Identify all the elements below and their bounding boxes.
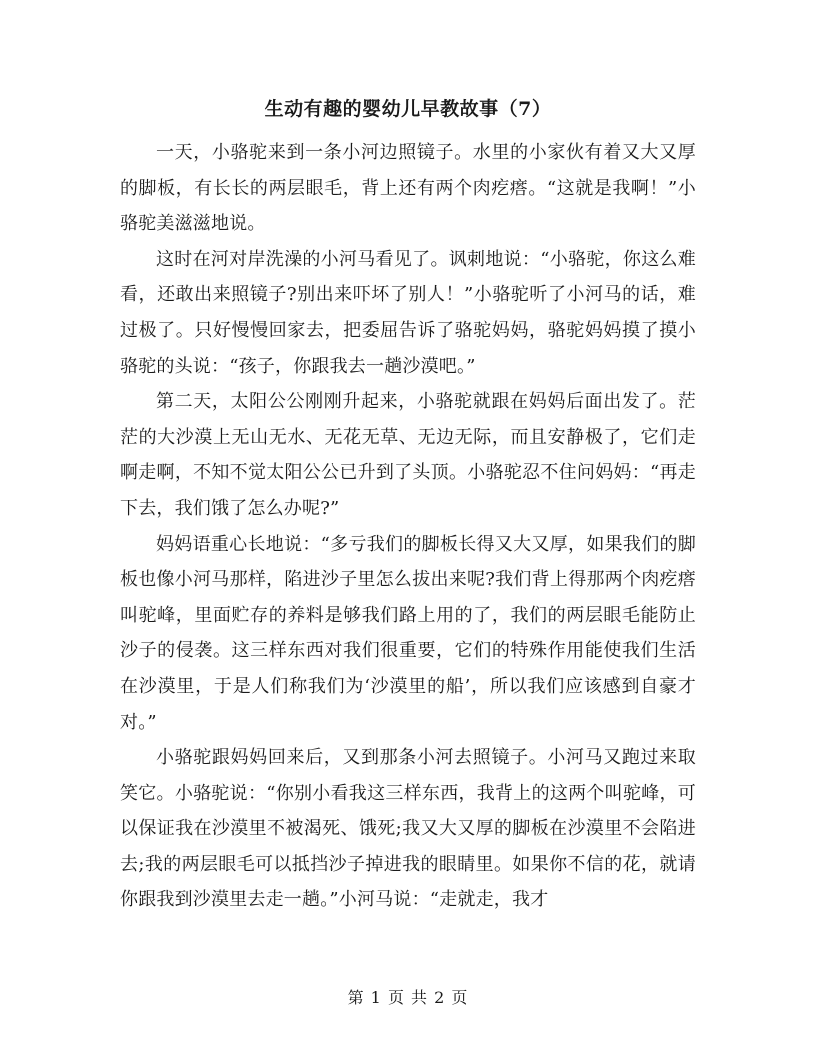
paragraph: 一天，小骆驼来到一条小河边照镜子。水里的小家伙有着又大又厚的脚板，有长长的两层眼毛，背上还有两个肉疙瘩。“这就是我啊！”小骆驼美滋滋地说。 [120,142,696,235]
story-body [120,135,696,918]
page-title: 生动有趣的婴幼儿早教故事（7） [264,98,552,120]
paragraph: 这时在河对岸洗澡的小河马看见了。讽刺地说：“小骆驼，你这么难看，还敢出来照镜子?别出来吓坏了别人！”小骆驼听了小河马的话，难过极了。只好慢慢回家去，把委屈告诉了骆驼妈妈，骆驼妈妈摸了摸小骆驼的头说：“孩子，你跟我去一趟沙漠吧。” [120,248,696,377]
paragraph: 第二天，太阳公公刚刚升起来，小骆驼就跟在妈妈后面出发了。茫茫的大沙漠上无山无水、无花无草、无边无际，而且安静极了，它们走啊走啊，不知不觉太阳公公已升到了头顶。小骆驼忍不住问妈妈：“再走下去，我们饿了怎么办呢?” [120,391,696,519]
paragraph: 妈妈语重心长地说：“多亏我们的脚板长得又大又厚，如果我们的脚板也像小河马那样，陷进沙子里怎么拔出来呢?我们背上得那两个肉疙瘩叫驼峰，里面贮存的养料是够我们路上用的了，我们的两层眼毛能防止沙子的侵袭。这三样东西对我们很重要，它们的特殊作用能使我们生活在沙漠里，于是人们称我们为‘沙漠里的船’，所以我们应该感到自豪才对。” [120,533,696,733]
page-number-footer: 第 1 页 共 2 页 [347,988,469,1007]
paragraph: 小骆驼跟妈妈回来后，又到那条小河去照镜子。小河马又跑过来取笑它。小骆驼说：“你别小看我这三样东西，我背上的这两个叫驼峰，可以保证我在沙漠里不被渴死、饿死;我又大又厚的脚板在沙漠里不会陷进去;我的两层眼毛可以抵挡沙子掉进我的眼睛里。如果你不信的花，就请你跟我到沙漠里去走一趟。”小河马说：“走就走，我才 [120,747,696,911]
